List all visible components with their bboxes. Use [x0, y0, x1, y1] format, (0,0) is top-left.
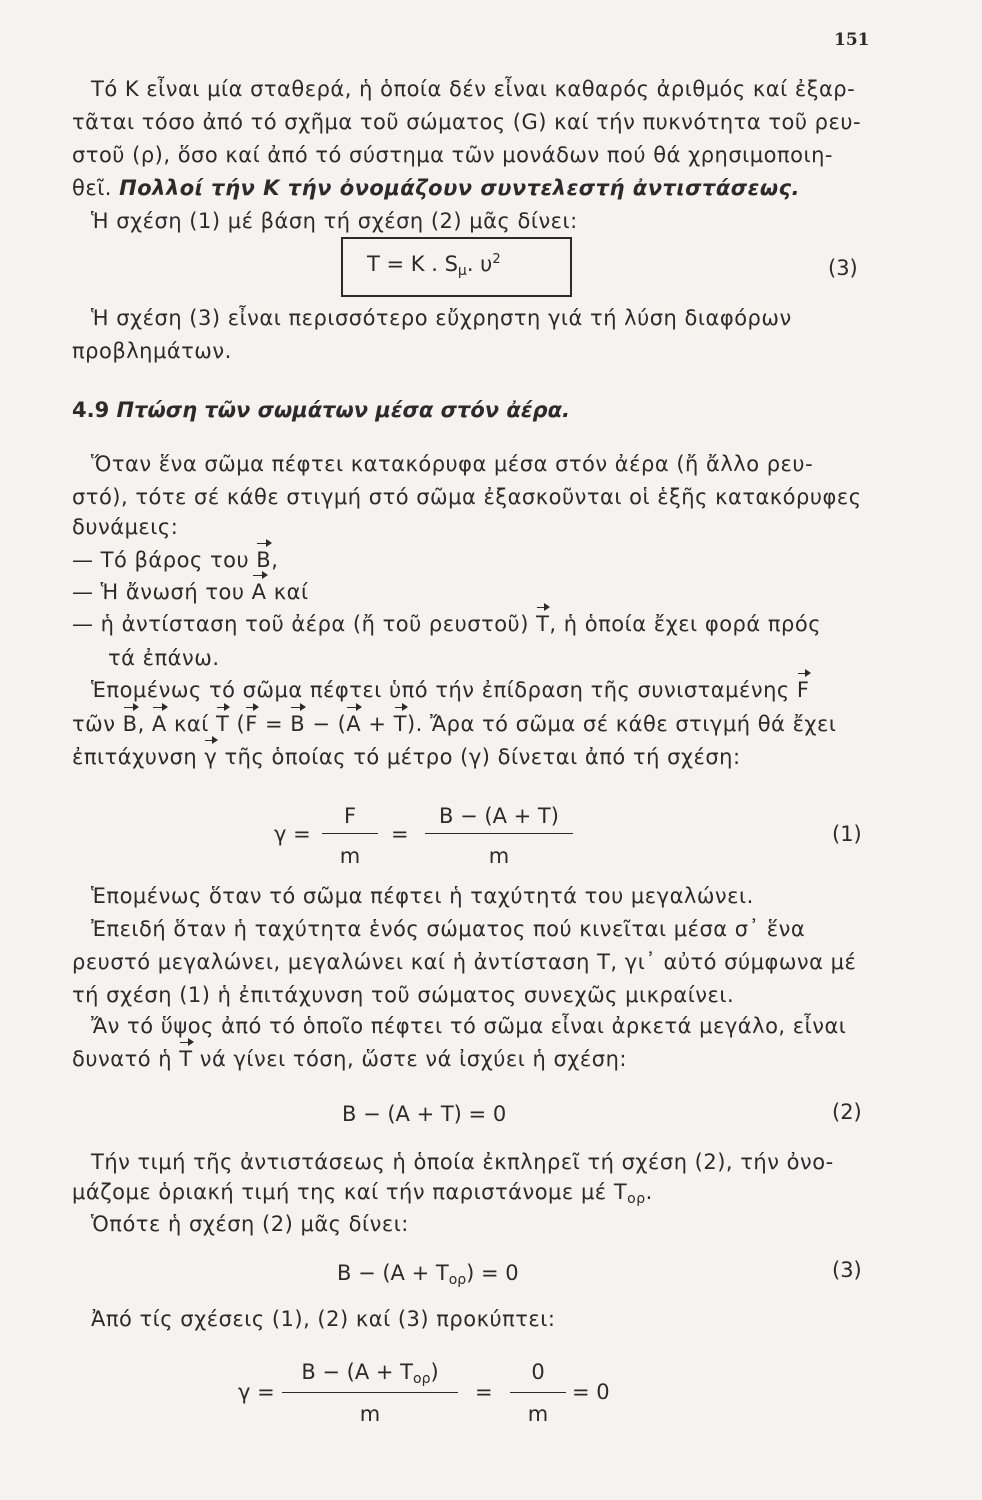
- text-span: θεῖ.: [72, 176, 112, 200]
- paragraph-line: στό), τότε σέ κάθε στιγμή στό σῶμα ἐξασκοῦνται οἱ ἑξῆς κατακόρυφες: [72, 485, 862, 509]
- vector-symbol: A: [151, 712, 167, 736]
- paragraph-line: Τό K εἶναι μία σταθερά, ἡ ὁποία δέν εἶναι καθαρός ἀριθμός καί ἐξαρ-: [91, 77, 856, 101]
- equation-label: (3): [832, 1258, 862, 1282]
- text-span: − (: [305, 712, 347, 736]
- emphasis-text: Πολλοί τήν K τήν ὀνομάζουν συντελεστή ἀντιστάσεως.: [119, 176, 801, 200]
- list-item: [72, 612, 821, 636]
- text-span: Ἑπομένως τό σῶμα πέφτει ὑπό τήν ἐπίδραση τῆς συνισταμένης: [91, 678, 797, 702]
- text-span: καί: [266, 580, 309, 604]
- paragraph-line: τή σχέση (1) ἡ ἐπιτάχυνση τοῦ σώματος συνεχῶς μικραίνει.: [72, 983, 735, 1007]
- vector-symbol: B: [122, 712, 138, 736]
- fraction-bar: [322, 833, 378, 834]
- eq-lhs: γ =: [274, 822, 311, 846]
- paragraph-line: Τήν τιμή τῆς ἀντιστάσεως ἡ ὁποία ἐκπληρεῖ τή σχέση (2), τήν ὀνο-: [91, 1150, 834, 1174]
- text-span: ). Ἄρα τό σῶμα σέ κάθε στιγμή θά ἔχει: [406, 712, 837, 736]
- paragraph-line: Ὁπότε ἡ σχέση (2) μᾶς δίνει:: [91, 1212, 409, 1236]
- vector-symbol: γ: [204, 745, 218, 769]
- paragraph-line: Ἑπομένως ὅταν τό σῶμα πέφτει ἡ ταχύτητά του μεγαλώνει.: [91, 884, 754, 908]
- paragraph-line: Ὅταν ἕνα σῶμα πέφτει κατακόρυφα μέσα στόν ἀέρα (ἤ ἄλλο ρευ-: [91, 452, 814, 476]
- list-item: [72, 548, 278, 572]
- eq-text: ) = 0: [466, 1261, 519, 1285]
- vector-symbol: T: [536, 612, 550, 636]
- paragraph-line: ρευστό μεγαλώνει, μεγαλώνει καί ἡ ἀντίσταση T, γι᾽ αὐτό σύμφωνα μέ: [72, 950, 857, 974]
- paragraph-line: [72, 745, 741, 769]
- fraction-denominator: m: [339, 844, 361, 868]
- fraction-denominator: m: [359, 1402, 381, 1426]
- vector-symbol: F: [245, 712, 258, 736]
- fraction-numerator: [282, 1360, 458, 1387]
- eq-lhs: γ =: [238, 1380, 275, 1404]
- vector-symbol: F: [796, 678, 810, 702]
- text-span: καί: [166, 712, 216, 736]
- vector-symbol: T: [215, 712, 230, 736]
- fraction-bar: [282, 1392, 458, 1393]
- subscript: ορ: [627, 1191, 646, 1207]
- eq-text: T = K . S: [367, 252, 458, 276]
- section-heading: [72, 398, 570, 422]
- paragraph-line: Ἡ σχέση (1) μέ βάση τή σχέση (2) μᾶς δίνει:: [91, 209, 578, 233]
- text-span: =: [257, 712, 291, 736]
- equation-2: B − (A + T) = 0: [342, 1102, 507, 1126]
- section-number: 4.9: [72, 398, 110, 422]
- text-span: ἐπιτάχυνση: [72, 745, 205, 769]
- eq-superscript: 2: [492, 252, 501, 267]
- eq-subscript: μ: [457, 263, 467, 279]
- paragraph-line: στοῦ (ρ), ὅσο καί ἀπό τό σύστημα τῶν μονάδων πού θά χρησιμοποιη-: [72, 143, 833, 167]
- eq-equals: =: [391, 822, 409, 846]
- text-span: , ἡ ὁποία ἔχει φορά πρός: [549, 612, 822, 636]
- eq-text: B − (A + T: [337, 1261, 449, 1285]
- vector-symbol: A: [346, 712, 362, 736]
- paragraph-line: [91, 678, 810, 702]
- text-span: τῆς ὁποίας τό μέτρο (γ) δίνεται ἀπό τή σχέση:: [217, 745, 741, 769]
- equation-label: (3): [828, 256, 858, 280]
- paragraph-line: δυνάμεις:: [72, 515, 179, 539]
- vector-symbol: B: [256, 548, 272, 572]
- paragraph-line: Ἄν τό ὕψος ἀπό τό ὁποῖο πέφτει τό σῶμα εἶναι ἀρκετά μεγάλο, εἶναι: [91, 1014, 847, 1038]
- text-span: μάζομε ὁριακή τιμή της καί τήν παριστάνομε μέ T: [72, 1180, 628, 1204]
- paragraph-line: [72, 176, 800, 200]
- equation-3-boxed: [367, 252, 501, 279]
- eq-subscript: ορ: [448, 1272, 467, 1288]
- fraction-numerator: F: [343, 804, 357, 828]
- equation-label: (2): [832, 1100, 862, 1124]
- paragraph-line: [72, 1047, 627, 1071]
- fraction-bar: [510, 1392, 566, 1393]
- text-span: ,: [271, 548, 279, 572]
- paragraph-line: [72, 712, 837, 736]
- text-span: (: [229, 712, 246, 736]
- fraction-bar: [425, 833, 573, 834]
- paragraph-line: τᾶται τόσο ἀπό τό σχῆμα τοῦ σώματος (G) καί τήν πυκνότητα τοῦ ρευ-: [72, 110, 862, 134]
- text-span: ,: [137, 712, 152, 736]
- eq-text: B − (A + T: [301, 1360, 414, 1384]
- text-span: +: [361, 712, 394, 736]
- eq-subscript: ορ: [413, 1371, 431, 1387]
- text-span: τῶν: [72, 712, 123, 736]
- text-span: — ἡ ἀντίσταση τοῦ ἀέρα (ἤ τοῦ ρευστοῦ): [72, 612, 537, 636]
- fraction-denominator: m: [527, 1402, 549, 1426]
- paragraph-line: Ἀπό τίς σχέσεις (1), (2) καί (3) προκύπτει:: [91, 1307, 556, 1331]
- eq-text: ): [430, 1360, 439, 1384]
- text-span: νά γίνει τόση, ὥστε νά ἰσχύει ἡ σχέση:: [192, 1047, 627, 1071]
- text-span: .: [645, 1180, 653, 1204]
- equation-3: [337, 1261, 519, 1288]
- text-span: — Ἡ ἄνωσή του: [72, 580, 252, 604]
- fraction-numerator: B − (A + T): [439, 804, 559, 828]
- vector-symbol: A: [251, 580, 267, 604]
- fraction-numerator: 0: [531, 1360, 545, 1384]
- text-span: — Τό βάρος του: [72, 548, 257, 572]
- list-item: [72, 580, 309, 604]
- list-item-continuation: τά ἐπάνω.: [108, 646, 220, 670]
- vector-symbol: T: [393, 712, 407, 736]
- fraction-denominator: m: [488, 844, 510, 868]
- paragraph-line: προβλημάτων.: [72, 339, 232, 363]
- eq-equals: =: [475, 1380, 493, 1404]
- page-number: 151: [834, 30, 870, 50]
- eq-text: . υ: [466, 252, 493, 276]
- paragraph-line: [72, 1180, 653, 1207]
- section-title: Πτώση τῶν σωμάτων μέσα στόν ἀέρα.: [116, 398, 570, 422]
- equation-label: (1): [832, 822, 862, 846]
- paragraph-line: Ἡ σχέση (3) εἶναι περισσότερο εὔχρηστη γιά τή λύση διαφόρων: [91, 306, 792, 330]
- paragraph-line: Ἐπειδή ὅταν ἡ ταχύτητα ἑνός σώματος πού κινεῖται μέσα σ᾽ ἕνα: [91, 917, 806, 941]
- text-span: δυνατό ἡ: [72, 1047, 180, 1071]
- vector-symbol: T: [179, 1047, 193, 1071]
- vector-symbol: B: [290, 712, 306, 736]
- eq-rhs: = 0: [572, 1380, 610, 1404]
